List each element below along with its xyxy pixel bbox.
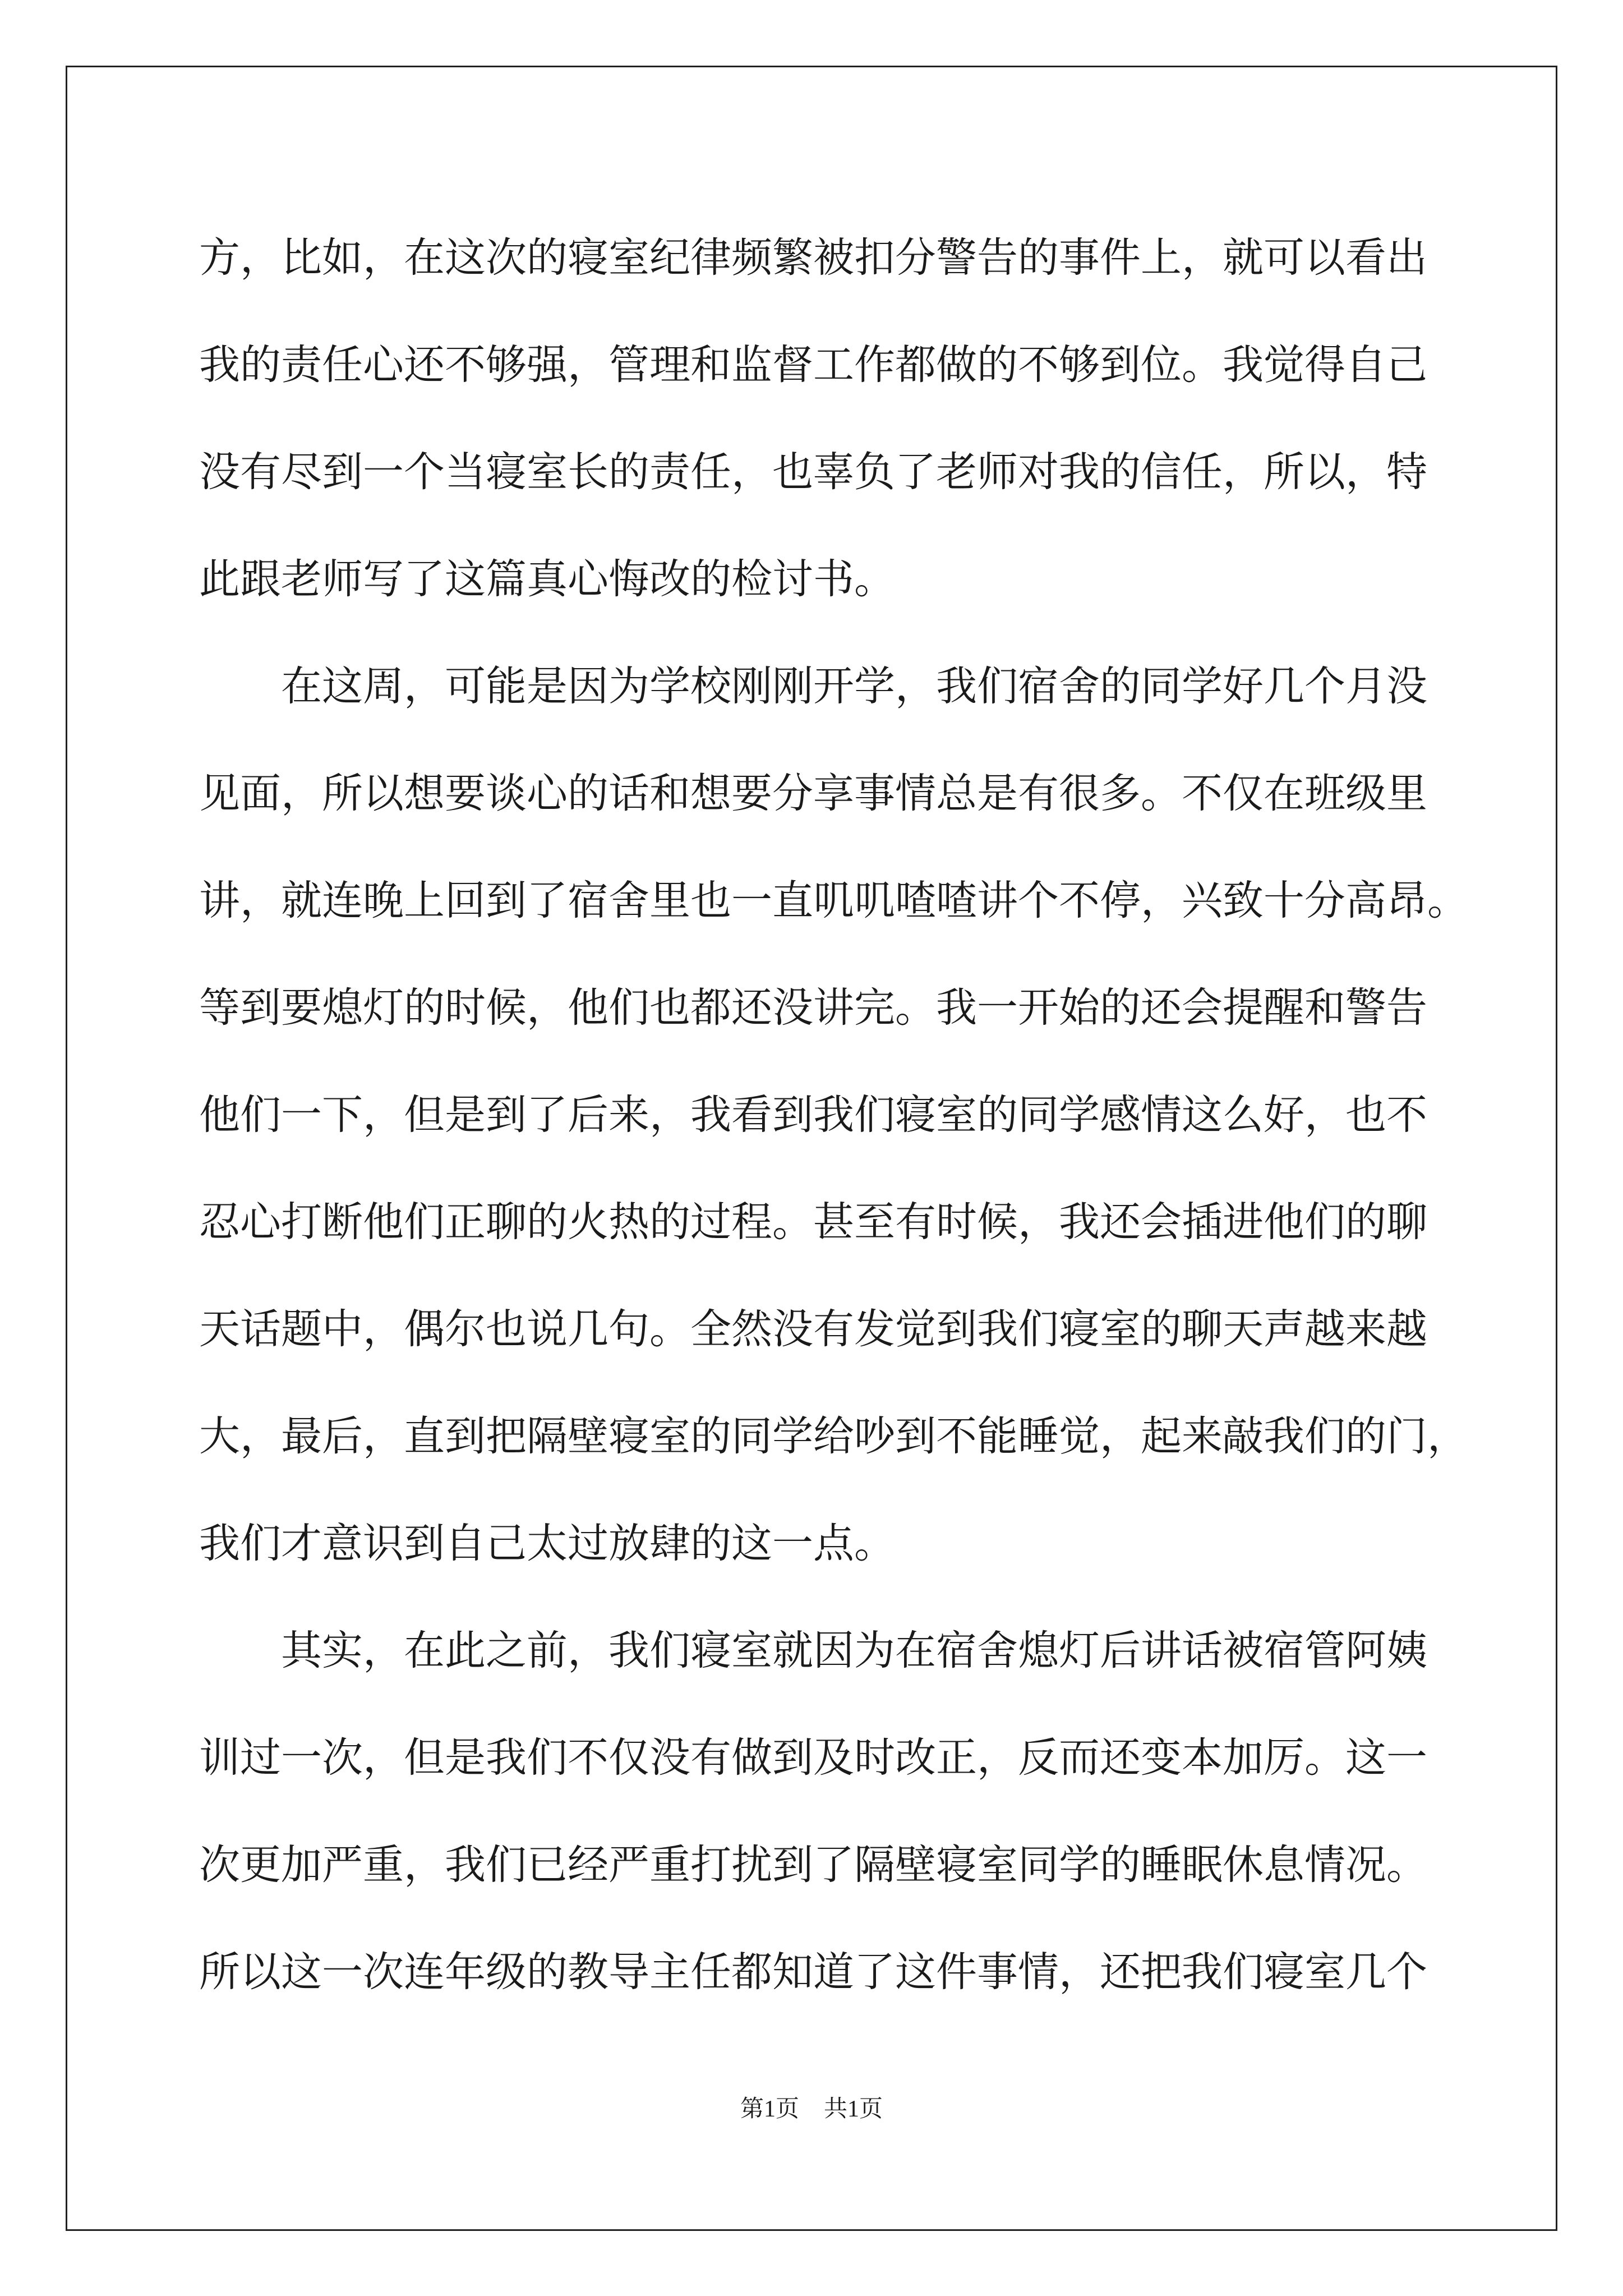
page-footer <box>0 2092 1623 2126</box>
paragraph-first-line: 在这周，可能是因为学校刚刚开学，我们宿舍的同学好几个月没 <box>281 662 1427 710</box>
text-line: 见面，所以想要谈心的话和想要分享事情总是有很多。不仅在班级里 <box>199 770 1427 817</box>
text-line: 训过一次，但是我们不仅没有做到及时改正，反而还变本加厉。这一 <box>199 1734 1427 1782</box>
text-line: 他们一下，但是到了后来，我看到我们寝室的同学感情这么好，也不 <box>199 1091 1427 1139</box>
text-line: 次更加严重，我们已经严重打扰到了隔壁寝室同学的睡眠休息情况。 <box>199 1841 1427 1889</box>
text-line: 我们才意识到自己太过放肆的这一点。 <box>199 1520 895 1567</box>
text-line: 没有尽到一个当寝室长的责任，也辜负了老师对我的信任，所以，特 <box>199 448 1427 496</box>
text-line: 忍心打断他们正聊的火热的过程。甚至有时候，我还会插进他们的聊 <box>199 1198 1427 1246</box>
text-line: 天话题中，偶尔也说几句。全然没有发觉到我们寝室的聊天声越来越 <box>199 1305 1427 1353</box>
text-line: 我的责任心还不够强，管理和监督工作都做的不够到位。我觉得自己 <box>199 341 1427 389</box>
paragraph-first-line: 其实，在此之前，我们寝室就因为在宿舍熄灯后讲话被宿管阿姨 <box>281 1627 1427 1674</box>
page-number: 第1页 <box>740 2096 799 2122</box>
text-line: 所以这一次连年级的教导主任都知道了这件事情，还把我们寝室几个 <box>199 1948 1427 1996</box>
text-line: 方，比如，在这次的寝室纪律频繁被扣分警告的事件上，就可以看出 <box>199 234 1427 282</box>
text-line: 大，最后，直到把隔壁寝室的同学给吵到不能睡觉，起来敲我们的门， <box>199 1412 1468 1460</box>
text-line: 讲，就连晚上回到了宿舍里也一直叽叽喳喳讲个不停，兴致十分高昂。 <box>199 877 1468 924</box>
page-total: 共1页 <box>824 2096 883 2122</box>
text-line: 此跟老师写了这篇真心悔改的检讨书。 <box>199 555 895 603</box>
text-line: 等到要熄灯的时候，他们也都还没讲完。我一开始的还会提醒和警告 <box>199 984 1427 1032</box>
